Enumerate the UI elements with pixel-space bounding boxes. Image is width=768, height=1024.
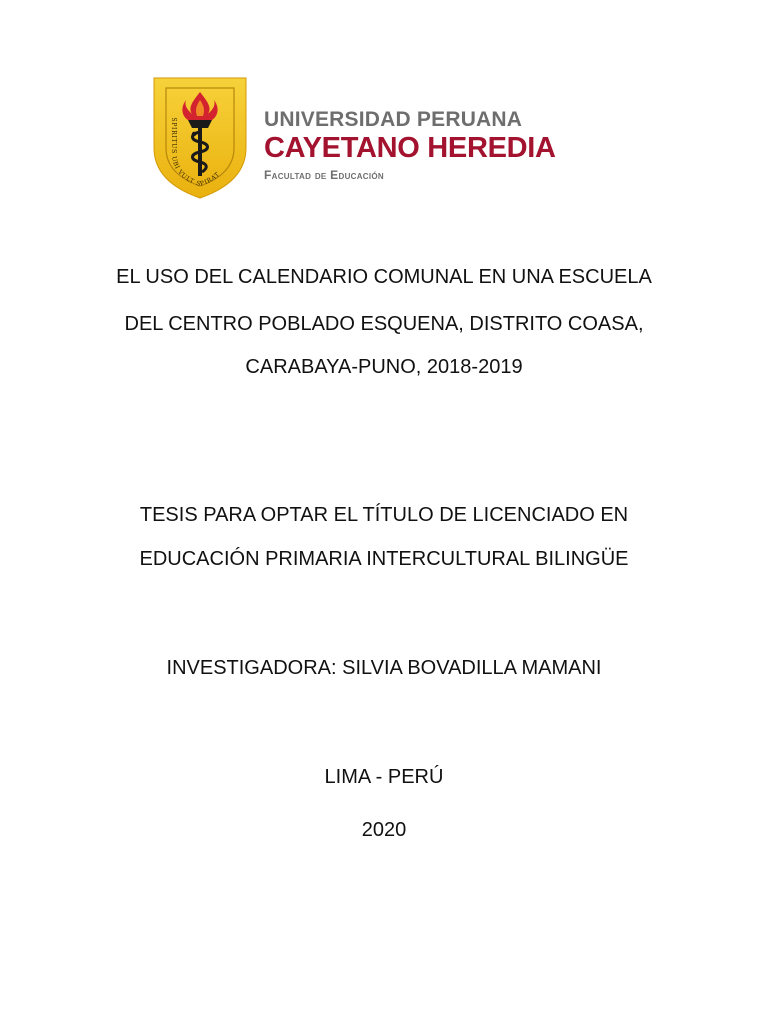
thesis-line-1: TESIS PARA OPTAR EL TÍTULO DE LICENCIADO EN (139, 504, 629, 526)
university-logo (150, 74, 610, 202)
author-line: INVESTIGADORA: SILVIA BOVADILLA MAMANI (166, 657, 602, 679)
thesis-line-2: EDUCACIÓN PRIMARIA INTERCULTURAL BILINGÜE (139, 548, 629, 570)
university-wordmark (264, 108, 610, 184)
university-name-line1: UNIVERSIDAD PERUANA (264, 108, 523, 131)
title-line-3: CARABAYA-PUNO, 2018-2019 (245, 356, 523, 378)
year-line: 2020 (361, 819, 407, 841)
shield-crest-icon (150, 74, 250, 200)
title-line-2: DEL CENTRO POBLADO ESQUENA, DISTRITO COASA, (124, 313, 644, 335)
title-line-1: EL USO DEL CALENDARIO COMUNAL EN UNA ESCUELA (116, 266, 652, 288)
place-line: LIMA - PERÚ (324, 766, 444, 788)
shield-motto: SPIRITUS UBI VULT SPIRAT (170, 117, 222, 189)
university-name-line2: CAYETANO HEREDIA (264, 132, 556, 164)
faculty-name: Facultad de Educación (264, 168, 384, 182)
